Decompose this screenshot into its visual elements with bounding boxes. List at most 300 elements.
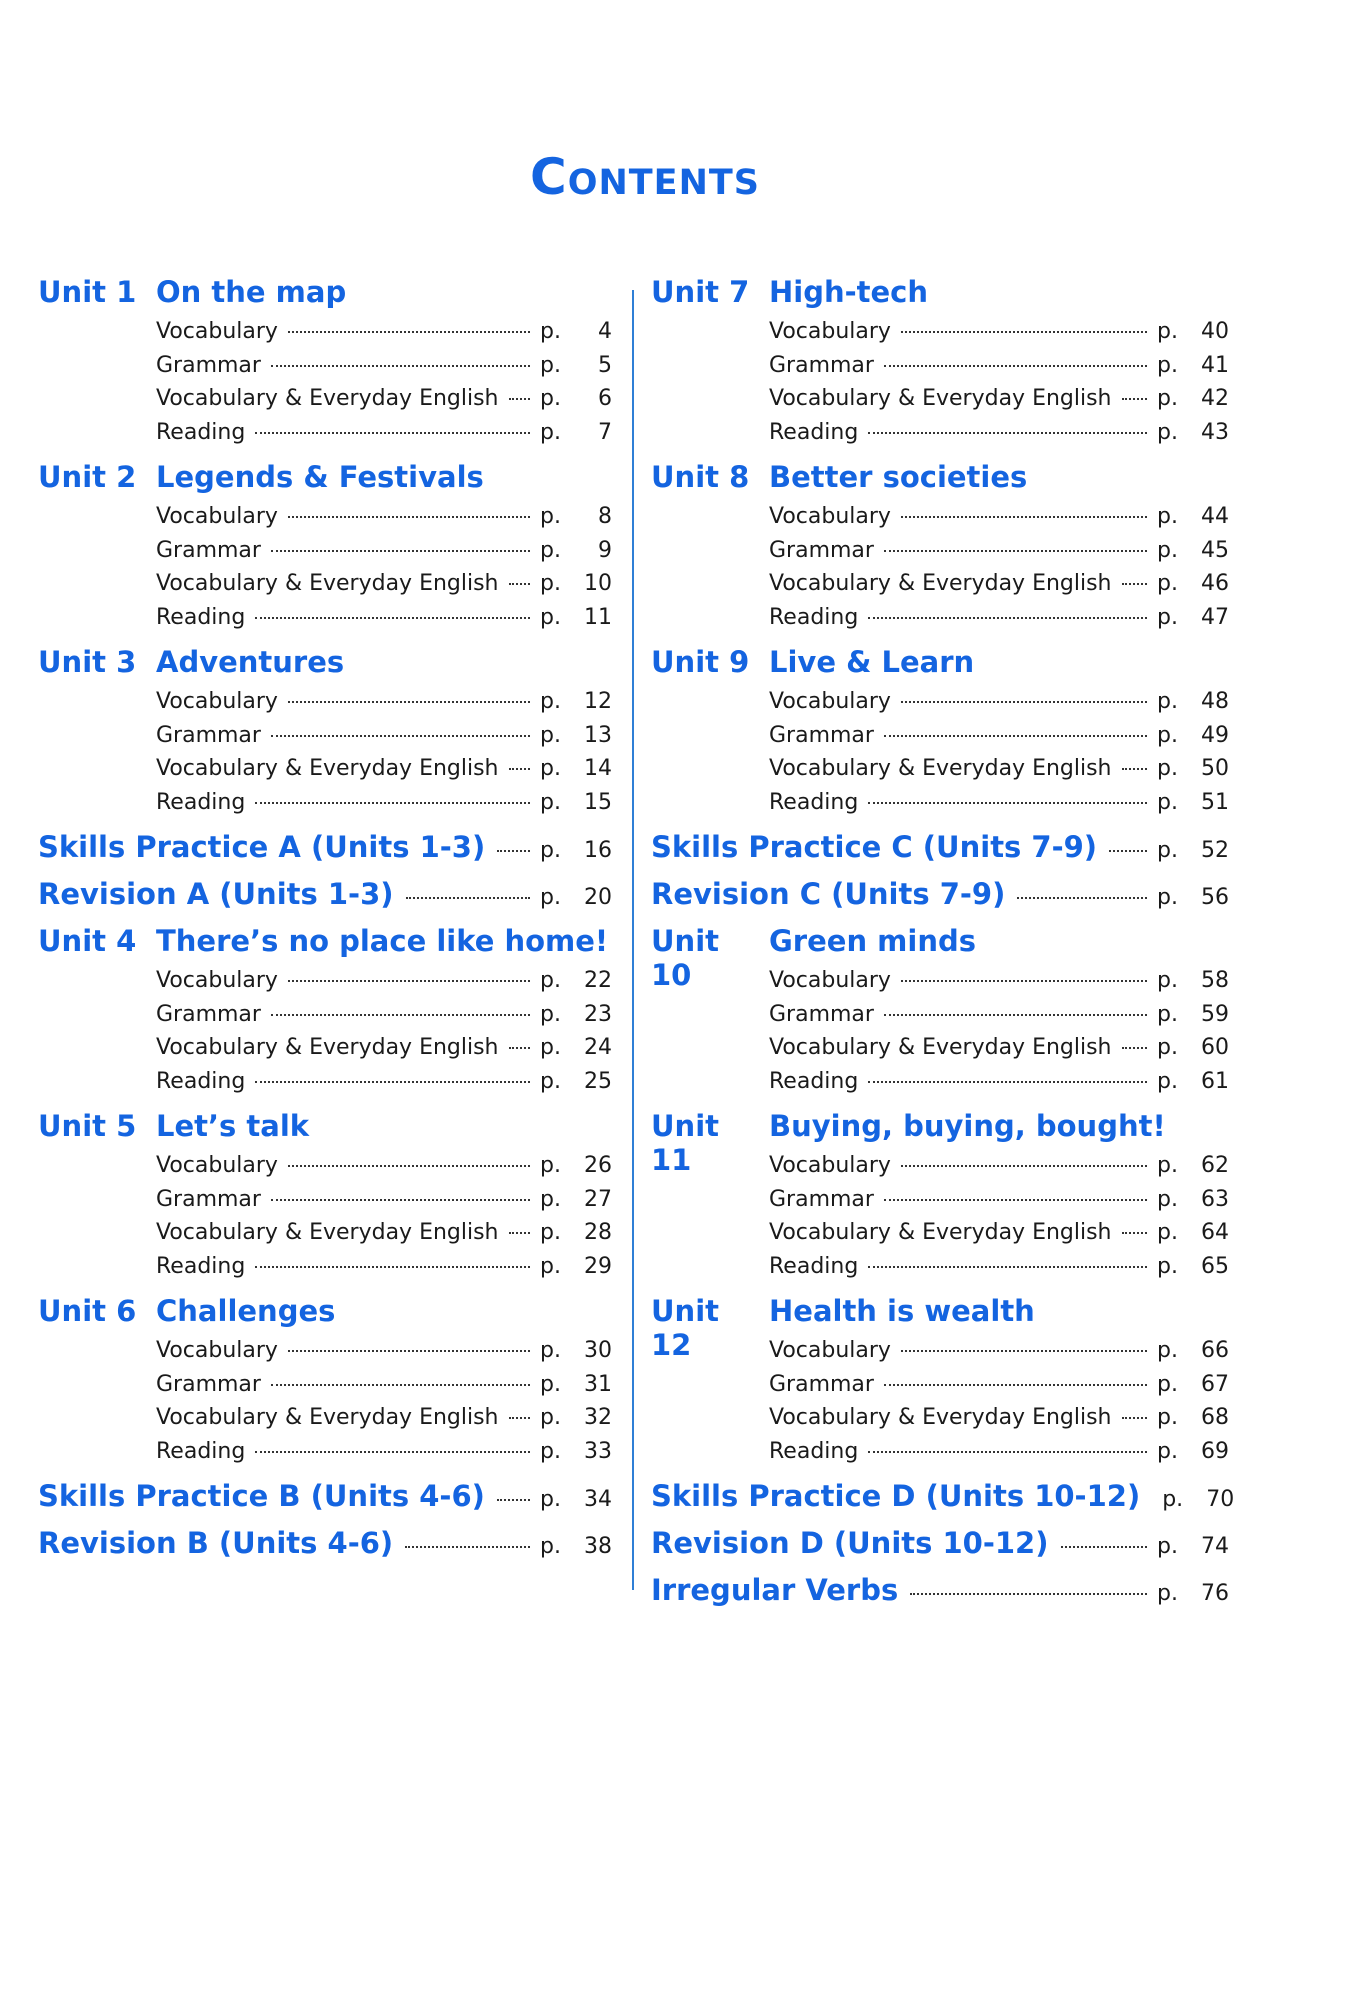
page-prefix: p. — [540, 604, 561, 630]
page-number: 56 — [1201, 885, 1229, 910]
dot-leader — [868, 1081, 1147, 1083]
unit-label: Unit 4 — [38, 924, 137, 958]
page-number: 38 — [584, 1534, 612, 1559]
toc-entry[interactable] — [651, 504, 1229, 538]
unit-label: Unit 8 — [651, 460, 750, 494]
dot-leader — [868, 1451, 1147, 1453]
page-number: 44 — [1201, 504, 1229, 529]
unit-label: Unit 12 — [651, 1294, 719, 1362]
dot-leader — [1122, 768, 1147, 770]
entry-label: Vocabulary & Everyday English — [769, 571, 1112, 596]
special-label: Revision D (Units 10-12) — [651, 1526, 1049, 1560]
toc-entry[interactable] — [38, 538, 612, 572]
page-number: 70 — [1206, 1487, 1235, 1512]
dot-leader — [901, 516, 1147, 518]
entry-label: Reading — [769, 1438, 859, 1464]
special-entry[interactable] — [38, 877, 612, 924]
special-label: Revision A (Units 1-3) — [38, 877, 394, 911]
entry-label: Vocabulary — [769, 319, 891, 344]
page-number: 7 — [598, 419, 612, 445]
page-number: 20 — [584, 885, 612, 910]
page-number: 47 — [1201, 604, 1229, 630]
entry-label: Vocabulary — [156, 1153, 278, 1178]
page-prefix: p. — [540, 789, 561, 815]
page-number: 6 — [598, 386, 612, 411]
dot-leader — [288, 1350, 530, 1352]
special-label: Skills Practice B (Units 4-6) — [38, 1479, 485, 1513]
toc-entry[interactable] — [38, 571, 612, 605]
entry-label: Reading — [156, 604, 246, 630]
entry-label: Grammar — [769, 537, 874, 563]
toc-entry[interactable] — [38, 353, 612, 387]
entry-label: Grammar — [769, 1186, 874, 1212]
page-prefix: p. — [540, 319, 561, 344]
entry-label: Reading — [156, 789, 246, 815]
toc-entry[interactable] — [651, 1254, 1229, 1288]
dot-leader — [884, 1014, 1147, 1016]
page-prefix: p. — [540, 689, 561, 714]
dot-leader — [1122, 583, 1147, 585]
unit-heading[interactable] — [651, 460, 1229, 504]
unit-label: Unit 5 — [38, 1109, 137, 1143]
page-number: 24 — [584, 1035, 612, 1060]
page-prefix: p. — [1157, 1253, 1178, 1279]
special-label: Revision B (Units 4-6) — [38, 1526, 394, 1560]
page-number: 50 — [1201, 756, 1229, 781]
dot-leader — [497, 850, 530, 852]
entry-label: Reading — [769, 1068, 859, 1094]
page-prefix: p. — [1157, 319, 1178, 344]
entry-label: Vocabulary — [769, 504, 891, 529]
page-number: 42 — [1201, 386, 1229, 411]
dot-leader — [271, 1384, 530, 1386]
toc-entry[interactable] — [38, 1002, 612, 1036]
toc-entry[interactable] — [651, 605, 1229, 639]
toc-entry[interactable] — [651, 319, 1229, 353]
unit-section — [651, 645, 1229, 823]
entry-label: Vocabulary & Everyday English — [156, 1035, 499, 1060]
dot-leader — [509, 1417, 530, 1419]
page-prefix: p. — [1157, 1220, 1178, 1245]
unit-title: Adventures — [156, 645, 345, 679]
page-number: 65 — [1201, 1253, 1229, 1279]
toc-entry[interactable] — [38, 386, 612, 420]
unit-section — [651, 1294, 1229, 1472]
page-prefix: p. — [1157, 1438, 1178, 1464]
page-number: 60 — [1201, 1035, 1229, 1060]
dot-leader — [255, 1266, 530, 1268]
special-label: Skills Practice D (Units 10-12) — [651, 1479, 1141, 1513]
entry-label: Vocabulary — [156, 319, 278, 344]
page-prefix: p. — [1157, 352, 1178, 378]
page-number: 34 — [584, 1487, 612, 1512]
entry-label: Vocabulary & Everyday English — [156, 1405, 499, 1430]
page-number: 68 — [1201, 1405, 1229, 1430]
page-prefix: p. — [1162, 1487, 1184, 1512]
entry-label: Vocabulary — [769, 1338, 891, 1363]
toc-entry[interactable] — [38, 723, 612, 757]
dot-leader — [255, 432, 530, 434]
entry-label: Vocabulary & Everyday English — [156, 1220, 499, 1245]
toc-entry[interactable] — [651, 1405, 1229, 1439]
dot-leader — [255, 1081, 530, 1083]
entry-label: Reading — [156, 1253, 246, 1279]
dot-leader — [255, 802, 530, 804]
unit-section — [38, 924, 612, 1102]
unit-heading[interactable] — [38, 924, 612, 968]
unit-heading[interactable] — [38, 1294, 612, 1338]
unit-heading[interactable] — [38, 1109, 612, 1153]
dot-leader — [901, 980, 1147, 982]
page-prefix: p. — [540, 1068, 561, 1094]
page-number: 66 — [1201, 1338, 1229, 1363]
page-number: 26 — [584, 1153, 612, 1178]
page-prefix: p. — [540, 1035, 561, 1060]
page-number: 15 — [584, 789, 612, 815]
page-number: 67 — [1201, 1371, 1229, 1397]
page-number: 49 — [1201, 722, 1229, 748]
entry-label: Vocabulary & Everyday English — [769, 386, 1112, 411]
unit-section — [651, 1109, 1229, 1287]
entry-label: Vocabulary & Everyday English — [156, 571, 499, 596]
dot-leader — [255, 617, 530, 619]
toc-entry[interactable] — [38, 689, 612, 723]
page-number: 22 — [584, 968, 612, 993]
page-number: 4 — [598, 319, 612, 344]
column-divider — [632, 290, 634, 1590]
page-number: 69 — [1201, 1438, 1229, 1464]
unit-heading[interactable] — [38, 645, 612, 689]
page-number: 29 — [584, 1253, 612, 1279]
toc-entry[interactable] — [651, 1439, 1229, 1473]
entry-label: Grammar — [156, 352, 261, 378]
page-number: 11 — [584, 604, 612, 630]
dot-leader — [271, 1199, 530, 1201]
dot-leader — [509, 398, 530, 400]
unit-heading[interactable] — [38, 460, 612, 504]
toc-entry[interactable] — [651, 1069, 1229, 1103]
dot-leader — [1122, 1232, 1147, 1234]
dot-leader — [255, 1451, 530, 1453]
dot-leader — [868, 617, 1147, 619]
page-number: 74 — [1201, 1534, 1229, 1559]
toc-entry[interactable] — [651, 790, 1229, 824]
page-prefix: p. — [540, 885, 561, 910]
dot-leader — [884, 550, 1147, 552]
page-number: 63 — [1201, 1186, 1229, 1212]
unit-label: Unit 9 — [651, 645, 750, 679]
page-number: 31 — [584, 1371, 612, 1397]
page-number: 43 — [1201, 419, 1229, 445]
dot-leader — [271, 735, 530, 737]
special-entry[interactable] — [651, 1526, 1229, 1573]
unit-label: Unit 1 — [38, 275, 137, 309]
dot-leader — [901, 1165, 1147, 1167]
dot-leader — [901, 331, 1147, 333]
toc-entry[interactable] — [38, 790, 612, 824]
special-label: Revision C (Units 7-9) — [651, 877, 1006, 911]
page-prefix: p. — [1157, 604, 1178, 630]
toc-entry[interactable] — [651, 420, 1229, 454]
page-prefix: p. — [540, 537, 561, 563]
entry-label: Grammar — [769, 722, 874, 748]
unit-title: Health is wealth — [769, 1294, 1035, 1328]
toc-entry[interactable] — [38, 968, 612, 1002]
dot-leader — [271, 1014, 530, 1016]
unit-title: Challenges — [156, 1294, 336, 1328]
entry-label: Vocabulary — [156, 968, 278, 993]
dot-leader — [1122, 1047, 1147, 1049]
toc-entry[interactable] — [651, 1187, 1229, 1221]
page-prefix: p. — [540, 1220, 561, 1245]
dot-leader — [288, 701, 530, 703]
dot-leader — [1017, 897, 1147, 899]
unit-section — [38, 1294, 612, 1472]
page-number: 52 — [1201, 838, 1229, 863]
dot-leader — [497, 1499, 530, 1501]
dot-leader — [884, 1199, 1147, 1201]
unit-title: Better societies — [769, 460, 1028, 494]
entry-label: Grammar — [156, 537, 261, 563]
dot-leader — [884, 1384, 1147, 1386]
dot-leader — [1122, 398, 1147, 400]
toc-entry[interactable] — [38, 756, 612, 790]
page-number: 12 — [584, 689, 612, 714]
entry-label: Vocabulary & Everyday English — [156, 386, 499, 411]
entry-label: Reading — [769, 789, 859, 815]
entry-label: Grammar — [156, 1371, 261, 1397]
page-prefix: p. — [540, 756, 561, 781]
page-prefix: p. — [1157, 571, 1178, 596]
page-prefix: p. — [540, 1438, 561, 1464]
unit-section — [38, 460, 612, 638]
dot-leader — [868, 432, 1147, 434]
page-prefix: p. — [1157, 419, 1178, 445]
page-number: 76 — [1201, 1581, 1229, 1606]
toc-entry[interactable] — [38, 1220, 612, 1254]
special-entry[interactable] — [651, 830, 1229, 877]
entry-label: Grammar — [769, 1371, 874, 1397]
page-prefix: p. — [1157, 1001, 1178, 1027]
dot-leader — [288, 331, 530, 333]
page-prefix: p. — [540, 1405, 561, 1430]
unit-heading[interactable] — [38, 275, 612, 319]
entry-label: Vocabulary — [156, 504, 278, 529]
toc-entry[interactable] — [38, 504, 612, 538]
dot-leader — [1109, 850, 1147, 852]
page-prefix: p. — [1157, 1371, 1178, 1397]
page-number: 9 — [598, 537, 612, 563]
dot-leader — [884, 735, 1147, 737]
page-number: 23 — [584, 1001, 612, 1027]
unit-label: Unit 11 — [651, 1109, 719, 1177]
special-entry[interactable] — [651, 1573, 1229, 1620]
unit-title: Buying, buying, bought! — [769, 1109, 1166, 1143]
dot-leader — [868, 802, 1147, 804]
page-prefix: p. — [1157, 789, 1178, 815]
special-entry[interactable] — [651, 877, 1229, 924]
page-number: 25 — [584, 1068, 612, 1094]
page-prefix: p. — [1157, 1035, 1178, 1060]
page-prefix: p. — [1157, 1338, 1178, 1363]
toc-entry[interactable] — [651, 1220, 1229, 1254]
page-number: 64 — [1201, 1220, 1229, 1245]
page-number: 48 — [1201, 689, 1229, 714]
toc-entry[interactable] — [38, 1187, 612, 1221]
toc-entry[interactable] — [38, 1254, 612, 1288]
toc-entry[interactable] — [38, 1069, 612, 1103]
entry-label: Grammar — [156, 1186, 261, 1212]
page-prefix: p. — [1157, 885, 1178, 910]
page-number: 41 — [1201, 352, 1229, 378]
entry-label: Vocabulary & Everyday English — [769, 1035, 1112, 1060]
special-label: Irregular Verbs — [651, 1573, 899, 1607]
page-prefix: p. — [540, 571, 561, 596]
page-number: 51 — [1201, 789, 1229, 815]
entry-label: Reading — [769, 604, 859, 630]
unit-label: Unit 2 — [38, 460, 137, 494]
toc-entry[interactable] — [651, 353, 1229, 387]
page-number: 58 — [1201, 968, 1229, 993]
page-number: 16 — [584, 838, 612, 863]
dot-leader — [1061, 1546, 1148, 1548]
page-prefix: p. — [540, 1534, 561, 1559]
page-prefix: p. — [1157, 838, 1178, 863]
toc-entry[interactable] — [38, 1439, 612, 1473]
dot-leader — [884, 365, 1147, 367]
dot-leader — [288, 1165, 530, 1167]
page-prefix: p. — [540, 722, 561, 748]
page-prefix: p. — [540, 352, 561, 378]
toc-entry[interactable] — [38, 1372, 612, 1406]
page-prefix: p. — [540, 504, 561, 529]
dot-leader — [901, 701, 1147, 703]
entry-label: Grammar — [156, 1001, 261, 1027]
dot-leader — [288, 516, 530, 518]
page-number: 46 — [1201, 571, 1229, 596]
unit-title: Legends & Festivals — [156, 460, 484, 494]
page-number: 8 — [598, 504, 612, 529]
toc-entry[interactable] — [651, 1035, 1229, 1069]
page-prefix: p. — [1157, 1534, 1178, 1559]
page-number: 13 — [584, 722, 612, 748]
page-number: 33 — [584, 1438, 612, 1464]
page-number: 59 — [1201, 1001, 1229, 1027]
dot-leader — [1122, 1417, 1147, 1419]
toc-entry[interactable] — [38, 1153, 612, 1187]
special-entry[interactable] — [38, 830, 612, 877]
page-prefix: p. — [1157, 1581, 1178, 1606]
page-prefix: p. — [1157, 1153, 1178, 1178]
special-label: Skills Practice A (Units 1-3) — [38, 830, 486, 864]
entry-label: Vocabulary & Everyday English — [156, 756, 499, 781]
toc-entry[interactable] — [651, 689, 1229, 723]
page-prefix: p. — [1157, 537, 1178, 563]
entry-label: Vocabulary & Everyday English — [769, 1220, 1112, 1245]
page-prefix: p. — [1157, 968, 1178, 993]
unit-title: Green minds — [769, 924, 977, 958]
toc-entry[interactable] — [651, 386, 1229, 420]
toc-entry[interactable] — [38, 1405, 612, 1439]
dot-leader — [406, 897, 530, 899]
special-entry[interactable] — [38, 1479, 612, 1526]
unit-title: There’s no place like home! — [156, 924, 609, 958]
toc-entry[interactable] — [651, 723, 1229, 757]
unit-label: Unit 3 — [38, 645, 137, 679]
unit-section — [651, 924, 1229, 1102]
page-number: 45 — [1201, 537, 1229, 563]
entry-label: Vocabulary — [769, 689, 891, 714]
unit-heading[interactable] — [651, 645, 1229, 689]
dot-leader — [405, 1546, 530, 1548]
page-prefix: p. — [540, 1186, 561, 1212]
page-title: Contents — [530, 148, 760, 206]
page-number: 5 — [598, 352, 612, 378]
dot-leader — [288, 980, 530, 982]
toc-entry[interactable] — [651, 1002, 1229, 1036]
page-number: 14 — [584, 756, 612, 781]
toc-entry[interactable] — [651, 756, 1229, 790]
entry-label: Vocabulary — [769, 1153, 891, 1178]
dot-leader — [910, 1593, 1147, 1595]
toc-entry[interactable] — [38, 319, 612, 353]
toc-entry[interactable] — [38, 420, 612, 454]
page-prefix: p. — [1157, 1405, 1178, 1430]
dot-leader — [509, 583, 530, 585]
entry-label: Vocabulary & Everyday English — [769, 756, 1112, 781]
toc-entry[interactable] — [38, 1035, 612, 1069]
unit-title: Live & Learn — [769, 645, 975, 679]
special-entry[interactable] — [38, 1526, 612, 1573]
entry-label: Reading — [156, 419, 246, 445]
entry-label: Reading — [156, 1068, 246, 1094]
entry-label: Vocabulary — [156, 689, 278, 714]
dot-leader — [509, 1047, 530, 1049]
unit-title: On the map — [156, 275, 347, 309]
toc-entry[interactable] — [651, 538, 1229, 572]
dot-leader — [271, 365, 530, 367]
entry-label: Grammar — [769, 1001, 874, 1027]
unit-heading[interactable] — [651, 275, 1229, 319]
special-entry[interactable] — [651, 1479, 1235, 1526]
page-prefix: p. — [540, 419, 561, 445]
toc-entry[interactable] — [38, 1338, 612, 1372]
page-prefix: p. — [540, 838, 561, 863]
page-number: 28 — [584, 1220, 612, 1245]
toc-entry[interactable] — [651, 571, 1229, 605]
page-prefix: p. — [1157, 1068, 1178, 1094]
page-number: 27 — [584, 1186, 612, 1212]
unit-title: Let’s talk — [156, 1109, 310, 1143]
page-prefix: p. — [540, 1001, 561, 1027]
page-prefix: p. — [540, 1371, 561, 1397]
unit-label: Unit 6 — [38, 1294, 137, 1328]
page-number: 40 — [1201, 319, 1229, 344]
page-number: 61 — [1201, 1068, 1229, 1094]
contents-column-right — [651, 275, 1235, 1620]
entry-label: Vocabulary — [769, 968, 891, 993]
toc-entry[interactable] — [38, 605, 612, 639]
unit-section — [38, 645, 612, 823]
entry-label: Grammar — [156, 722, 261, 748]
dot-leader — [271, 550, 530, 552]
toc-entry[interactable] — [651, 1372, 1229, 1406]
entry-label: Vocabulary — [156, 1338, 278, 1363]
dot-leader — [509, 1232, 530, 1234]
special-label: Skills Practice C (Units 7-9) — [651, 830, 1098, 864]
unit-section — [38, 275, 612, 453]
unit-section — [651, 275, 1229, 453]
